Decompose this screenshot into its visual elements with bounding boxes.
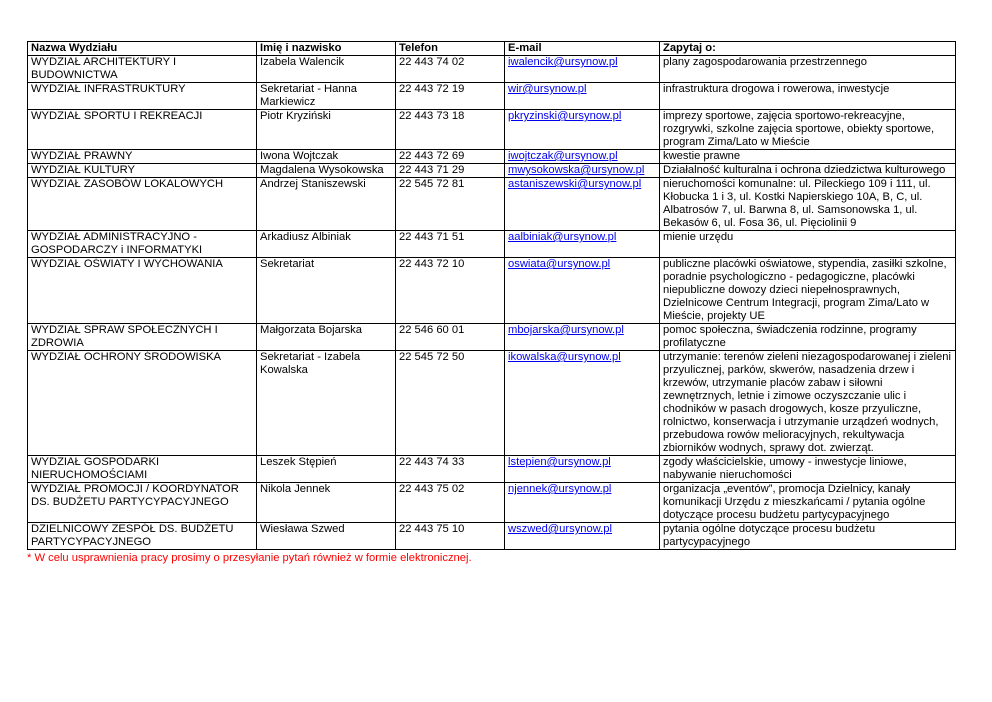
department-cell: WYDZIAŁ ADMINISTRACYJNO - GOSPODARCZY i INFORMATYKI: [28, 231, 257, 258]
phone-cell: 22 443 73 18: [396, 110, 505, 150]
contact-name-cell: Sekretariat: [257, 258, 396, 324]
email-link[interactable]: lstepien@ursynow.pl: [505, 456, 660, 483]
email-link[interactable]: ikowalska@ursynow.pl: [505, 351, 660, 456]
email-link[interactable]: iwalencik@ursynow.pl: [505, 56, 660, 83]
ask-about-cell: organizacja „eventów”, promocja Dzielnicy, kanały komunikacji Urzędu z mieszkańcami / pytania ogólne dotyczące procesu budżetu partycypacyjnego: [660, 483, 956, 523]
header-email: E-mail: [505, 42, 660, 56]
contact-name-cell: Magdalena Wysokowska: [257, 164, 396, 178]
table-row: [28, 150, 956, 164]
department-cell: WYDZIAŁ ZASOBÓW LOKALOWYCH: [28, 178, 257, 231]
email-link[interactable]: mbojarska@ursynow.pl: [505, 324, 660, 351]
email-link[interactable]: wir@ursynow.pl: [505, 83, 660, 110]
phone-cell: 22 443 75 02: [396, 483, 505, 523]
email-link[interactable]: pkryzinski@ursynow.pl: [505, 110, 660, 150]
contact-name-cell: Sekretariat - Izabela Kowalska: [257, 351, 396, 456]
ask-about-cell: pomoc społeczna, świadczenia rodzinne, programy profilatyczne: [660, 324, 956, 351]
ask-about-cell: kwestie prawne: [660, 150, 956, 164]
ask-about-cell: infrastruktura drogowa i rowerowa, inwestycje: [660, 83, 956, 110]
department-cell: WYDZIAŁ GOSPODARKI NIERUCHOMOŚCIAMI: [28, 456, 257, 483]
phone-cell: 22 545 72 81: [396, 178, 505, 231]
header-department: Nazwa Wydziału: [28, 42, 257, 56]
table-header-row: [28, 42, 956, 56]
table-row: [28, 456, 956, 483]
ask-about-cell: publiczne placówki oświatowe, stypendia, zasiłki szkolne, poradnie psychologiczno - pedagogiczne, placówki niepubliczne dowozy dzieci niepełnosprawnych, Dzielnicowe Centrum Integracji, program Zima/Lato w Mieście, projekty UE: [660, 258, 956, 324]
footnote: * W celu usprawnienia pracy prosimy o przesyłanie pytań również w formie elektronicznej.: [27, 552, 472, 564]
phone-cell: 22 546 60 01: [396, 324, 505, 351]
table-row: [28, 324, 956, 351]
table-row: [28, 351, 956, 456]
ask-about-cell: nieruchomości komunalne: ul. Pileckiego 109 i 111, ul. Kłobucka 1 i 3, ul. Kostki Napierskiego 10A, B, C, ul. Albatrosów 7, ul. Barwna 8, ul. Samsonowska 1, ul. Bekasów 6, ul. Fosa 36, ul. Pięciolinii 9: [660, 178, 956, 231]
email-link[interactable]: astaniszewski@ursynow.pl: [505, 178, 660, 231]
email-link[interactable]: wszwed@ursynow.pl: [505, 523, 660, 550]
contact-name-cell: Piotr Kryziński: [257, 110, 396, 150]
contact-name-cell: Izabela Walencik: [257, 56, 396, 83]
department-cell: WYDZIAŁ INFRASTRUKTURY: [28, 83, 257, 110]
phone-cell: 22 443 75 10: [396, 523, 505, 550]
phone-cell: 22 443 72 19: [396, 83, 505, 110]
contact-name-cell: Małgorzata Bojarska: [257, 324, 396, 351]
department-cell: WYDZIAŁ ARCHITEKTURY I BUDOWNICTWA: [28, 56, 257, 83]
phone-cell: 22 443 71 29: [396, 164, 505, 178]
contact-name-cell: Arkadiusz Albiniak: [257, 231, 396, 258]
table-row: [28, 164, 956, 178]
table-row: [28, 523, 956, 550]
table-row: [28, 483, 956, 523]
department-cell: DZIELNICOWY ZESPÓŁ DS. BUDŻETU PARTYCYPACYJNEGO: [28, 523, 257, 550]
table-row: [28, 56, 956, 83]
contact-name-cell: Iwona Wojtczak: [257, 150, 396, 164]
department-cell: WYDZIAŁ SPORTU I REKREACJI: [28, 110, 257, 150]
ask-about-cell: Działalność kulturalna i ochrona dziedzictwa kulturowego: [660, 164, 956, 178]
table-row: [28, 258, 956, 324]
contact-table: [27, 41, 956, 550]
email-link[interactable]: aalbiniak@ursynow.pl: [505, 231, 660, 258]
department-cell: WYDZIAŁ PRAWNY: [28, 150, 257, 164]
contact-name-cell: Nikola Jennek: [257, 483, 396, 523]
table-row: [28, 110, 956, 150]
email-link[interactable]: iwojtczak@ursynow.pl: [505, 150, 660, 164]
department-cell: WYDZIAŁ OCHRONY ŚRODOWISKA: [28, 351, 257, 456]
table-row: [28, 83, 956, 110]
ask-about-cell: mienie urzędu: [660, 231, 956, 258]
table-row: [28, 231, 956, 258]
phone-cell: 22 443 74 33: [396, 456, 505, 483]
email-link[interactable]: njennek@ursynow.pl: [505, 483, 660, 523]
contact-name-cell: Andrzej Staniszewski: [257, 178, 396, 231]
department-cell: WYDZIAŁ KULTURY: [28, 164, 257, 178]
email-link[interactable]: oswiata@ursynow.pl: [505, 258, 660, 324]
phone-cell: 22 443 72 10: [396, 258, 505, 324]
department-cell: WYDZIAŁ SPRAW SPOŁECZNYCH I ZDROWIA: [28, 324, 257, 351]
ask-about-cell: utrzymanie: terenów zieleni niezagospodarowanej i zieleni przyulicznej, parków, skwerów, nasadzenia drzew i krzewów, utrzymanie placów zabaw i siłowni zewnętrznych, letnie i zimowe oczyszczanie ulic i chodników w pasach drogowych, kosze przyuliczne, rolnictwo, konserwacja i utrzymanie urządzeń wodnych, przebudowa rowów melioracyjnych, rekultywacja zbiorników wodnych, sprawy dot. zwierząt.: [660, 351, 956, 456]
table-row: [28, 178, 956, 231]
document-page: [27, 41, 955, 565]
contact-name-cell: Leszek Stępień: [257, 456, 396, 483]
phone-cell: 22 443 71 51: [396, 231, 505, 258]
header-phone: Telefon: [396, 42, 505, 56]
phone-cell: 22 443 74 02: [396, 56, 505, 83]
phone-cell: 22 545 72 50: [396, 351, 505, 456]
email-link[interactable]: mwysokowska@ursynow.pl: [505, 164, 660, 178]
contact-name-cell: Sekretariat - Hanna Markiewicz: [257, 83, 396, 110]
ask-about-cell: plany zagospodarowania przestrzennego: [660, 56, 956, 83]
phone-cell: 22 443 72 69: [396, 150, 505, 164]
ask-about-cell: zgody właścicielskie, umowy - inwestycje liniowe, nabywanie nieruchomości: [660, 456, 956, 483]
department-cell: WYDZIAŁ OŚWIATY I WYCHOWANIA: [28, 258, 257, 324]
header-name: Imię i nazwisko: [257, 42, 396, 56]
ask-about-cell: imprezy sportowe, zajęcia sportowo-rekreacyjne, rozgrywki, szkolne zajęcia sportowe, obiekty sportowe, program Zima/Lato w Mieście: [660, 110, 956, 150]
department-cell: WYDZIAŁ PROMOCJI / KOORDYNATOR DS. BUDŻETU PARTYCYPACYJNEGO: [28, 483, 257, 523]
contact-name-cell: Wiesława Szwed: [257, 523, 396, 550]
ask-about-cell: pytania ogólne dotyczące procesu budżetu partycypacyjnego: [660, 523, 956, 550]
header-ask-about: Zapytaj o:: [660, 42, 956, 56]
